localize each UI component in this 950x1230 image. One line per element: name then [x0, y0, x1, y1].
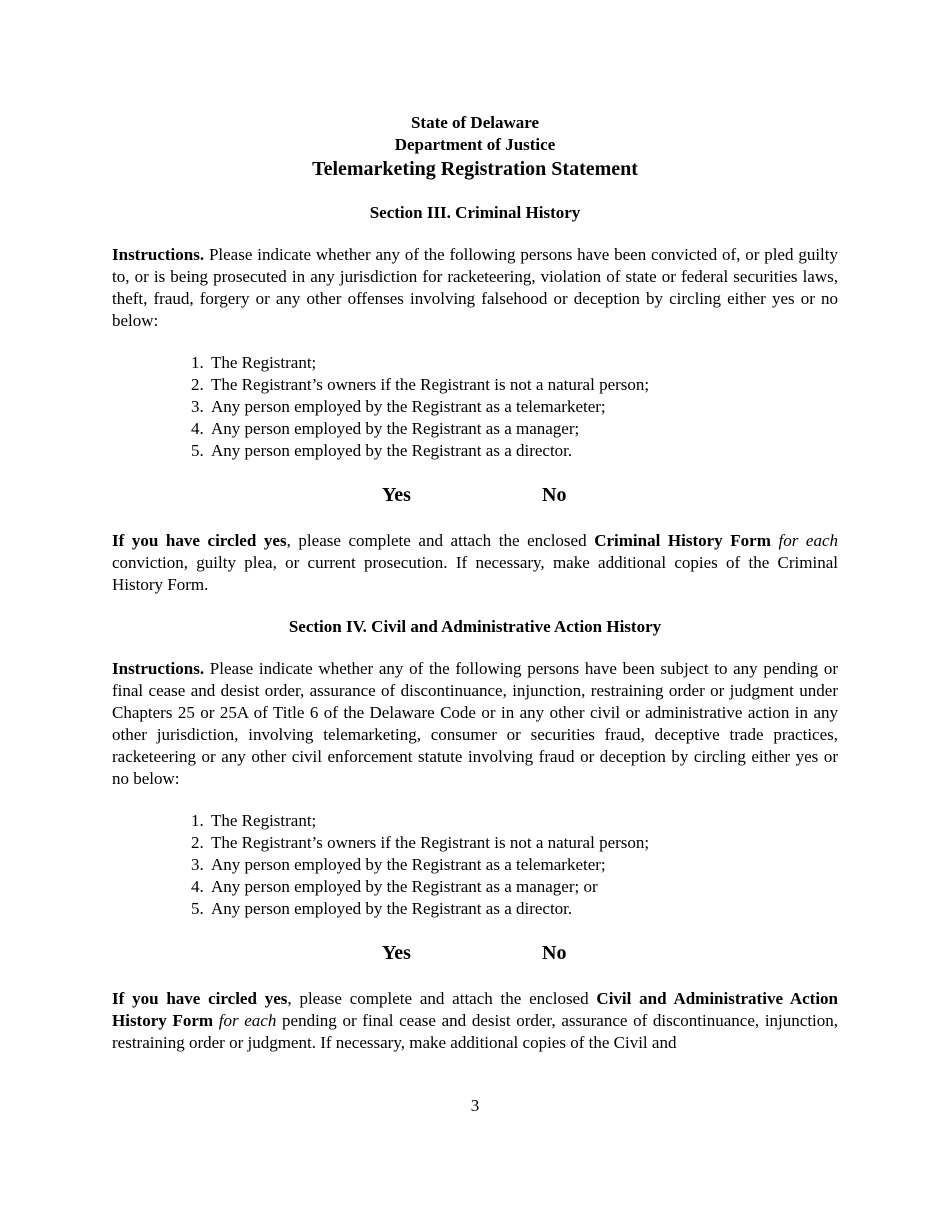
list-item: [191, 418, 838, 440]
list-item-text: Any person employed by the Registrant as a telemarketer;: [211, 397, 606, 416]
list-item: [191, 374, 838, 396]
document-title: Telemarketing Registration Statement: [312, 158, 638, 180]
list-item-number: 1.: [191, 811, 204, 830]
followup-bold: If you have circled yes: [112, 989, 288, 1008]
list-item-number: 2.: [191, 833, 204, 852]
section-4-no-option[interactable]: No: [542, 942, 567, 964]
list-item-text: Any person employed by the Registrant as a director.: [211, 441, 573, 460]
list-item: [191, 876, 838, 898]
list-item-number: 3.: [191, 855, 204, 874]
list-item: [191, 440, 838, 462]
list-item-number: 4.: [191, 419, 204, 438]
list-item-number: 1.: [191, 353, 204, 372]
section-4-yes-option[interactable]: Yes: [382, 942, 411, 964]
section-4-followup: [112, 988, 838, 1054]
list-item: [191, 898, 838, 920]
section-4-list: [112, 810, 838, 920]
list-item: [191, 832, 838, 854]
list-item: [191, 396, 838, 418]
instructions-label: Instructions.: [112, 659, 205, 678]
list-item: [191, 810, 838, 832]
section-4-title: Section IV. Civil and Administrative Action History: [288, 617, 662, 636]
followup-text-1: , please complete and attach the enclosed: [287, 989, 597, 1008]
list-item-number: 3.: [191, 397, 204, 416]
civil-history-form-name: Civil and Administrative Action History Form: [112, 989, 839, 1030]
section-3-yes-option[interactable]: Yes: [382, 484, 411, 506]
department-heading: Department of Justice: [394, 135, 556, 154]
followup-bold: If you have circled yes: [112, 531, 287, 550]
page-number: 3: [470, 1096, 480, 1115]
list-item-text: The Registrant’s owners if the Registrant is not a natural person;: [211, 375, 650, 394]
list-item-text: Any person employed by the Registrant as a telemarketer;: [211, 855, 606, 874]
section-3-title: Section III. Criminal History: [369, 203, 581, 222]
list-item-text: The Registrant’s owners if the Registrant is not a natural person;: [211, 833, 650, 852]
section-3-list: [112, 352, 838, 462]
for-each-text: for each: [218, 1011, 277, 1030]
list-item-text: Any person employed by the Registrant as a director.: [211, 899, 573, 918]
list-item-number: 5.: [191, 441, 204, 460]
section-3-instructions: [112, 244, 838, 332]
criminal-history-form-name: Criminal History Form: [594, 531, 771, 550]
page-content: [112, 112, 838, 1054]
list-item-text: The Registrant;: [211, 811, 317, 830]
followup-text-2: pending or final cease and desist order, assurance of discontinuance, injunction, restraining order or judgment. If necessary, make additional copies of the Civil and: [112, 1011, 839, 1052]
list-item: [191, 854, 838, 876]
list-item-number: 4.: [191, 877, 204, 896]
section-4-yes-no: [112, 942, 838, 968]
section-3-no-option[interactable]: No: [542, 484, 567, 506]
followup-text-2: conviction, guilty plea, or current prosecution. If necessary, make additional copies of the Criminal History Form.: [112, 553, 838, 594]
list-item-number: 5.: [191, 899, 204, 918]
list-item-text: Any person employed by the Registrant as a manager;: [211, 419, 580, 438]
state-heading: State of Delaware: [410, 113, 540, 132]
followup-text-1: , please complete and attach the enclosed: [286, 531, 595, 550]
section-3-followup: [112, 530, 838, 596]
list-item-number: 2.: [191, 375, 204, 394]
list-item-text: The Registrant;: [211, 353, 317, 372]
for-each-text: for each: [778, 531, 839, 550]
list-item-text: Any person employed by the Registrant as a manager; or: [211, 877, 598, 896]
section-4-instructions: [112, 658, 838, 790]
section-3-yes-no: [112, 484, 838, 510]
list-item: [191, 352, 838, 374]
instructions-label: Instructions.: [112, 245, 205, 264]
instructions-text: Please indicate whether any of the following persons have been subject to any pending or final cease and desist order, assurance of discontinuance, injunction, restraining order or judgment under Chapters 25 or 25A of Title 6 of the Delaware Code or in any other civil or administrative action in any other jurisdiction, involving telemarketing, consumer or securities fraud, deceptive trade practices, racketeering or any other civil enforcement statute involving fraud or deception by circling either yes or no below:: [112, 659, 838, 788]
instructions-text: Please indicate whether any of the following persons have been convicted of, or pled guilty to, or is being prosecuted in any jurisdiction for racketeering, violation of state or federal securities laws, theft, fraud, forgery or any other offenses involving falsehood or deception by circling either yes or no below:: [112, 245, 838, 330]
